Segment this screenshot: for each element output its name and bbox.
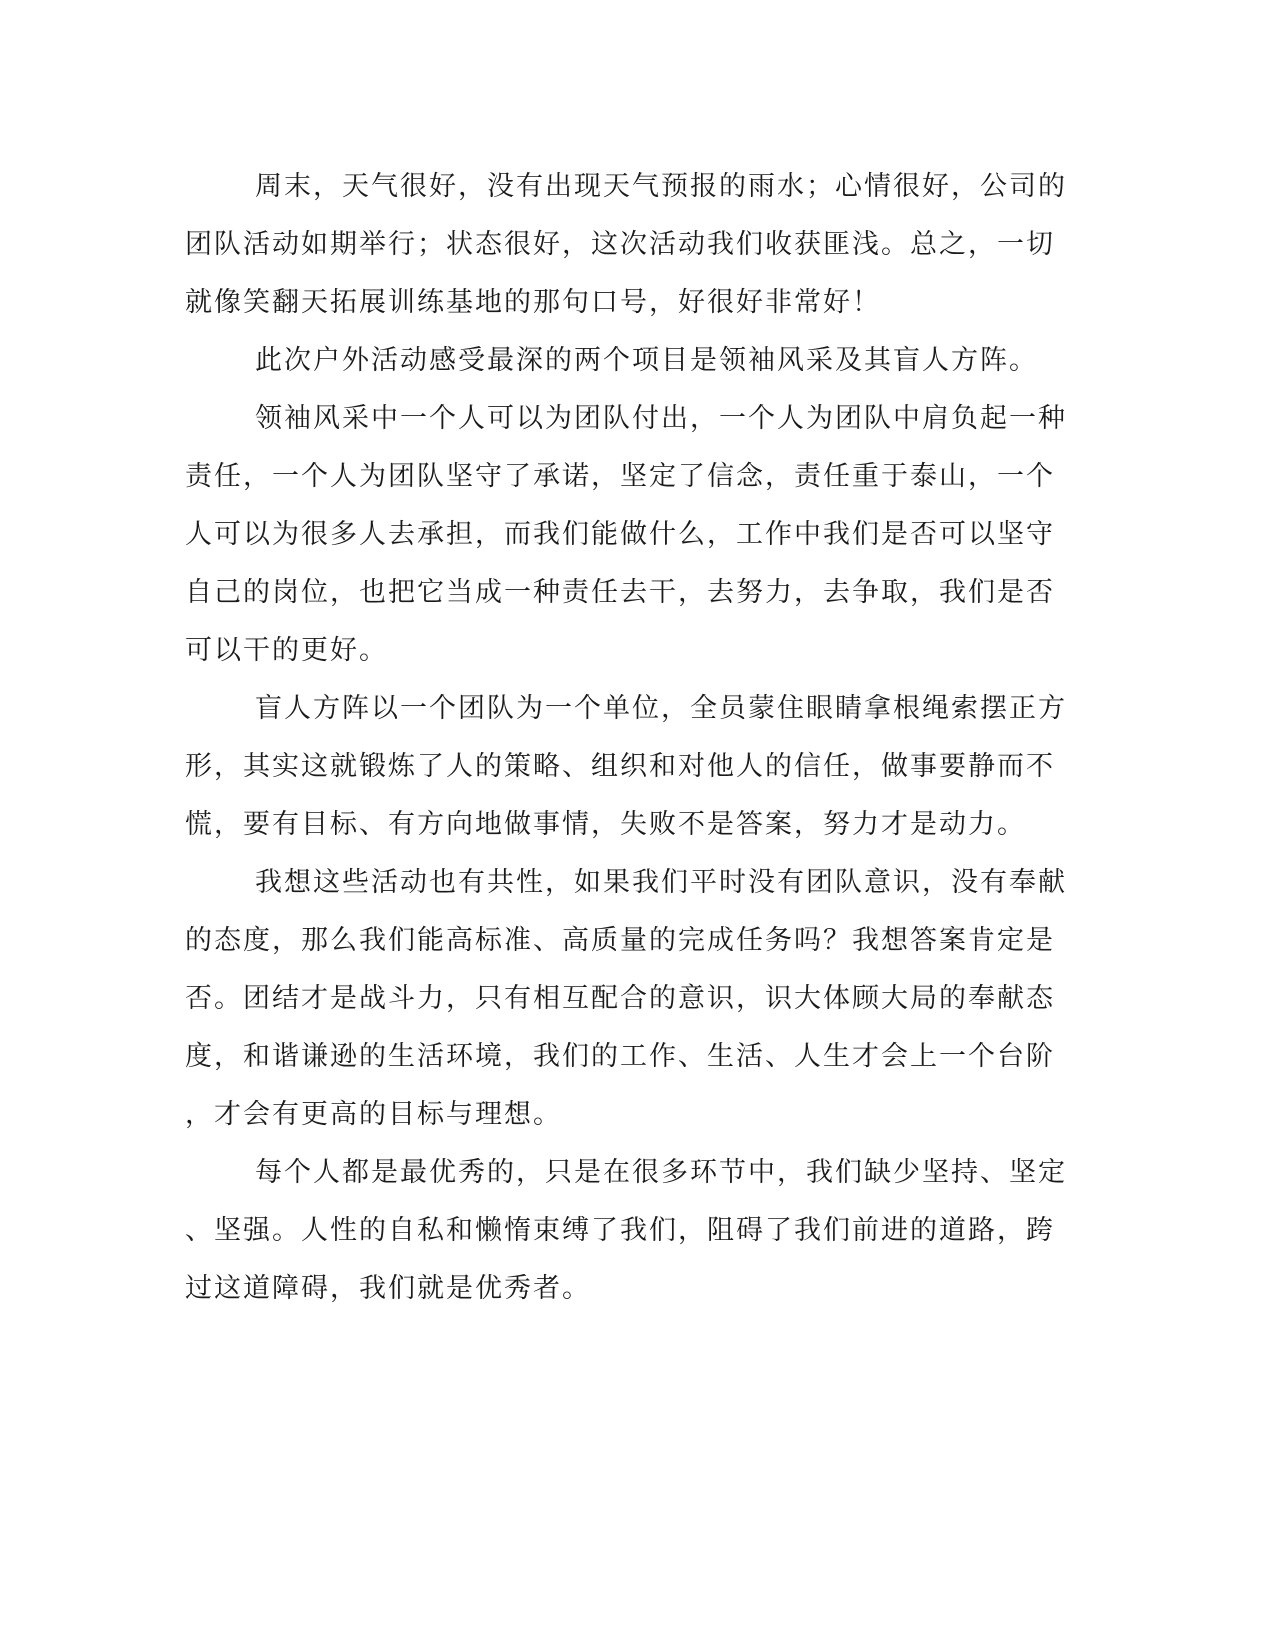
paragraph-line: 、坚强。人性的自私和懒惰束缚了我们，阻碍了我们前进的道路，跨 <box>185 1215 1055 1246</box>
paragraph-line: 领袖风采中一个人可以为团队付出，一个人为团队中肩负起一种 <box>255 403 1067 434</box>
paragraph-line: 否。团结才是战斗力，只有相互配合的意识，识大体顾大局的奉献态 <box>185 983 1055 1014</box>
paragraph-6 <box>185 1144 1065 1318</box>
paragraph-line: 每个人都是最优秀的，只是在很多环节中，我们缺少坚持、坚定 <box>255 1157 1067 1188</box>
paragraph-line: ，才会有更高的目标与理想。 <box>185 1099 562 1130</box>
paragraph-1 <box>185 158 1065 332</box>
paragraph-line: 盲人方阵以一个团队为一个单位，全员蒙住眼睛拿根绳索摆正方 <box>255 693 1067 724</box>
paragraph-3 <box>185 390 1065 680</box>
paragraph-line: 人可以为很多人去承担，而我们能做什么，工作中我们是否可以坚守 <box>185 519 1055 550</box>
paragraph-line: 此次户外活动感受最深的两个项目是领袖风采及其盲人方阵。 <box>255 345 1038 376</box>
paragraph-2 <box>185 332 1065 390</box>
paragraph-line: 我想这些活动也有共性，如果我们平时没有团队意识，没有奉献 <box>255 867 1067 898</box>
paragraph-line: 形，其实这就锻炼了人的策略、组织和对他人的信任，做事要静而不 <box>185 751 1055 782</box>
paragraph-line: 慌，要有目标、有方向地做事情，失败不是答案，努力才是动力。 <box>185 809 1026 840</box>
paragraph-line: 可以干的更好。 <box>185 635 388 666</box>
paragraph-line: 的态度，那么我们能高标准、高质量的完成任务吗？我想答案肯定是 <box>185 925 1055 956</box>
paragraph-line: 责任，一个人为团队坚守了承诺，坚定了信念，责任重于泰山，一个 <box>185 461 1055 492</box>
paragraph-line: 度，和谐谦逊的生活环境，我们的工作、生活、人生才会上一个台阶 <box>185 1041 1055 1072</box>
document-body <box>185 158 1065 1318</box>
paragraph-5 <box>185 854 1065 1144</box>
paragraph-line: 周末，天气很好，没有出现天气预报的雨水；心情很好，公司的 <box>255 171 1067 202</box>
paragraph-line: 自己的岗位，也把它当成一种责任去干，去努力，去争取，我们是否 <box>185 577 1055 608</box>
paragraph-line: 过这道障碍，我们就是优秀者。 <box>185 1273 591 1304</box>
paragraph-line: 就像笑翻天拓展训练基地的那句口号，好很好非常好！ <box>185 287 881 318</box>
paragraph-4 <box>185 680 1065 854</box>
paragraph-line: 团队活动如期举行；状态很好，这次活动我们收获匪浅。总之，一切 <box>185 229 1055 260</box>
